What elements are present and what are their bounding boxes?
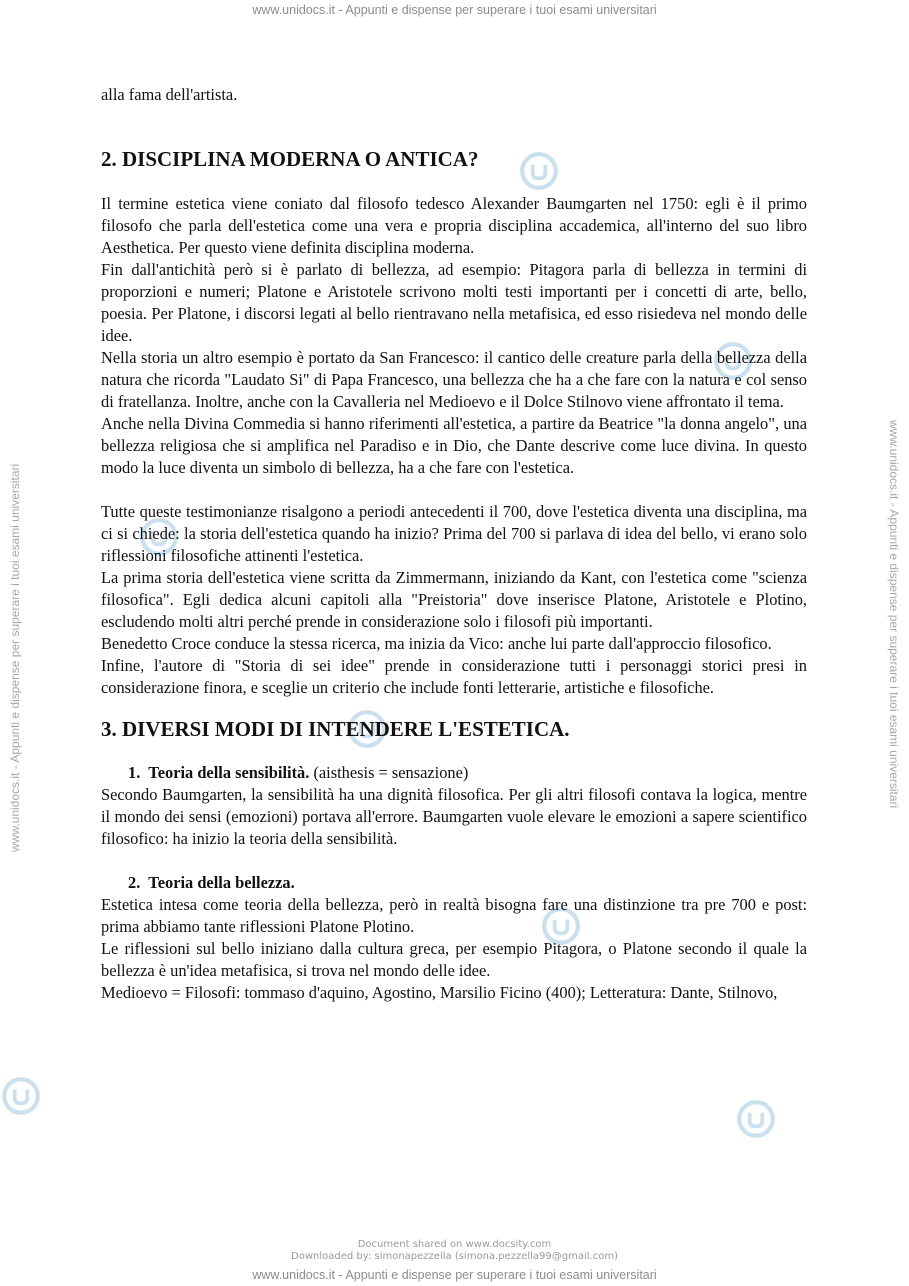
- subsection-heading-1: [101, 762, 807, 784]
- paragraph-gap: [101, 479, 807, 501]
- paragraph: Il termine estetica viene coniato dal filosofo tedesco Alexander Baumgarten nel 1750: egli è il primo filosofo che parla dell'estetica come una vera e propria disciplina accademica, all'interno del suo libro Aesthetica. Per questo viene definita disciplina moderna.: [101, 194, 807, 257]
- docsity-footer: [0, 1239, 909, 1263]
- paragraph: La prima storia dell'estetica viene scritta da Zimmermann, iniziando da Kant, con l'estetica come "scienza filosofica". Egli dedica alcuni capitoli alla "Preistoria" dove inserisce Platone, Aristotele e Plotino, escludendo molti altri perché prende in considerazione solo i filosofi più importanti.: [101, 568, 807, 631]
- footer-downloaded-line: Downloaded by: simonapezzella (simona.pezzella99@gmail.com): [291, 1251, 618, 1262]
- watermark-banner-bottom: www.unidocs.it - Appunti e dispense per superare i tuoi esami universitari: [252, 1268, 657, 1282]
- paragraph: Benedetto Croce conduce la stessa ricerca, ma inizia da Vico: anche lui parte dall'approccio filosofico.: [101, 634, 772, 653]
- paragraph: Nella storia un altro esempio è portato da San Francesco: il cantico delle creature parla della bellezza della natura che ricorda "Laudato Si" di Papa Francesco, una bellezza che ha a che fare con la natura e col senso di fratellanza. Inoltre, anche con la Cavalleria nel Medioevo e il Dolce Stilnovo viene affrontato il tema.: [101, 348, 807, 411]
- paragraph: Estetica intesa come teoria della bellezza, però in realtà bisogna fare una distinzione tra pre 700 e post: prima abbiamo tante riflessioni Platone Plotino.: [101, 895, 807, 936]
- paragraph: Secondo Baumgarten, la sensibilità ha una dignità filosofica. Per gli altri filosofi contava la logica, mentre il mondo dei sensi (emozioni) portava all'errore. Baumgarten vuole elevare le emozioni a sapere scientifico filosofico: ha inizio la teoria della sensibilità.: [101, 785, 807, 848]
- unidocs-logo-icon: [0, 1075, 42, 1117]
- watermark-side-right: www.unidocs.it - Appunti e dispense per superare i tuoi esami universitari: [887, 420, 901, 809]
- intro-line: alla fama dell'artista.: [101, 85, 238, 104]
- subsection-number: 1.: [128, 763, 141, 782]
- document-body: [101, 84, 807, 1004]
- paragraph: Medioevo = Filosofi: tommaso d'aquino, Agostino, Marsilio Ficino (400); Letteratura: Dante, Stilnovo,: [101, 983, 778, 1002]
- watermark-banner-top: www.unidocs.it - Appunti e dispense per superare i tuoi esami universitari: [252, 3, 657, 17]
- paragraph-gap: [101, 850, 807, 872]
- section-heading-3: 3. DIVERSI MODI DI INTENDERE L'ESTETICA.: [101, 717, 570, 741]
- paragraph: Le riflessioni sul bello iniziano dalla cultura greca, per esempio Pitagora, o Platone secondo il quale la bellezza è un'idea metafisica, si trova nel mondo delle idee.: [101, 939, 807, 980]
- paragraph: Tutte queste testimonianze risalgono a periodi antecedenti il 700, dove l'estetica diventa una disciplina, ma ci si chiede: la storia dell'estetica quando ha inizio? Prima del 700 si parlava di idea del bello, vi erano solo riflessioni filosofiche attinenti l'estetica.: [101, 502, 807, 565]
- subsection-title: Teoria della sensibilità.: [148, 763, 310, 782]
- subsection-title: Teoria della bellezza.: [148, 873, 295, 892]
- subsection-note: (aisthesis = sensazione): [309, 763, 469, 782]
- footer-shared-line: Document shared on www.docsity.com: [357, 1239, 552, 1250]
- watermark-side-left: www.unidocs.it - Appunti e dispense per superare i tuoi esami universitari: [8, 463, 22, 852]
- paragraph: Fin dall'antichità però si è parlato di bellezza, ad esempio: Pitagora parla di bellezza in termini di proporzioni e numeri; Platone e Aristotele scrivono molti testi importanti per i concetti di arte, bello, poesia. Per Platone, i discorsi legati al bello rientravano nella metafisica, ed esso risiedeva nel mondo delle idee.: [101, 260, 807, 345]
- subsection-number: 2.: [128, 873, 141, 892]
- section-heading-2: 2. DISCIPLINA MODERNA O ANTICA?: [101, 147, 479, 171]
- paragraph: Infine, l'autore di "Storia di sei idee" prende in considerazione tutti i personaggi storici presi in considerazione finora, e sceglie un criterio che include fonti letterarie, artistiche e filosofiche.: [101, 656, 807, 697]
- subsection-heading-2: [101, 872, 807, 894]
- unidocs-logo-icon: [735, 1098, 777, 1140]
- paragraph: Anche nella Divina Commedia si hanno riferimenti all'estetica, a partire da Beatrice "la donna angelo", una bellezza religiosa che si amplifica nel Paradiso e in Dio, che Dante descrive come luce divina. In questo modo la luce diventa un simbolo di bellezza, ha a che fare con l'estetica.: [101, 414, 807, 477]
